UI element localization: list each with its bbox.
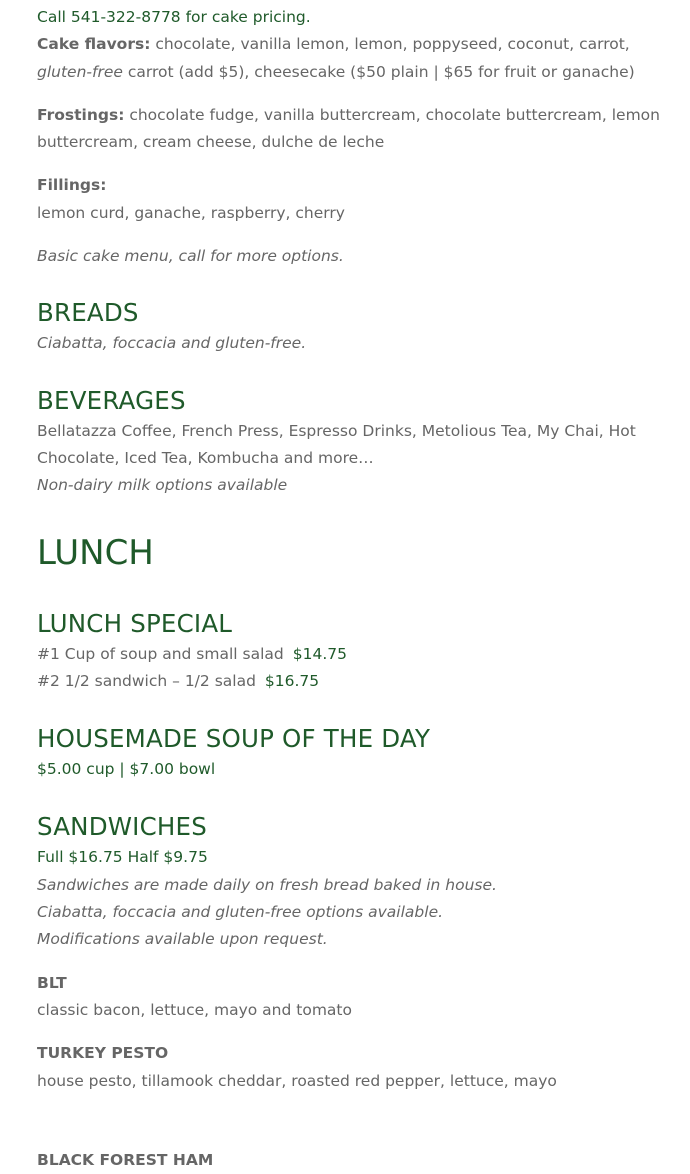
sandwich-item-name: BLACK FOREST HAM <box>37 1151 214 1169</box>
frostings-text: chocolate fudge, vanilla buttercream, chocolate buttercream, lemon buttercream, cream cheese, dulche de leche <box>37 105 660 152</box>
cake-note: Basic cake menu, call for more options. <box>37 247 344 266</box>
lunch-heading: LUNCH <box>37 532 154 573</box>
fillings-text: lemon curd, ganache, raspberry, cherry <box>37 203 345 222</box>
lunch-special-item-price: $16.75 <box>264 671 320 690</box>
menu-content <box>37 4 662 1095</box>
beverages-note: Non-dairy milk options available <box>37 476 288 495</box>
sandwich-item-name: BLT <box>37 973 67 992</box>
cake-call-line: Call 541-322-8778 for cake pricing. <box>37 8 311 26</box>
cake-flavors-text-b: carrot (add $5), cheesecake ($50 plain | $65 for fruit or ganache) <box>122 62 635 81</box>
lunch-special-item-label: #2 1/2 sandwich – 1/2 salad <box>37 671 256 690</box>
cake-flavors-label: Cake flavors: <box>37 35 151 54</box>
sandwiches-note-3: Modifications available upon request. <box>37 930 328 949</box>
breads-note: Ciabatta, foccacia and gluten-free. <box>37 334 307 353</box>
sandwich-item-desc: house pesto, tillamook cheddar, roasted red pepper, lettuce, mayo <box>37 1071 557 1090</box>
beverages-text: Bellatazza Coffee, French Press, Espresso Drinks, Metolious Tea, My Chai, Hot Chocolate, Iced Tea, Kombucha and more… <box>37 421 636 467</box>
beverages-heading: BEVERAGES <box>37 385 186 415</box>
lunch-special-item-label: #1 Cup of soup and small salad <box>37 644 284 663</box>
sandwiches-note-2: Ciabatta, foccacia and gluten-free options available. <box>37 903 444 922</box>
cake-flavors <box>37 31 662 86</box>
fillings-label: Fillings: <box>37 176 107 195</box>
lunch-special-item-2 <box>37 668 662 695</box>
lunch-special-heading: LUNCH SPECIAL <box>37 608 233 638</box>
cake-flavors-gluten-free: gluten-free <box>37 62 123 81</box>
sandwiches-prices: Full $16.75 Half $9.75 <box>37 848 208 867</box>
cake-flavors-text-a: chocolate, vanilla lemon, lemon, poppyseed, coconut, carrot, <box>150 35 630 54</box>
soup-prices: $5.00 cup | $7.00 bowl <box>37 760 216 779</box>
sandwich-item-desc: classic bacon, lettuce, mayo and tomato <box>37 1000 352 1019</box>
breads-heading: BREADS <box>37 298 139 328</box>
sandwich-item-name: TURKEY PESTO <box>37 1044 169 1063</box>
lunch-special-item-price: $14.75 <box>292 644 347 663</box>
frostings-label: Frostings: <box>37 105 125 124</box>
lunch-special-item-1 <box>37 641 662 668</box>
sandwiches-note-1: Sandwiches are made daily on fresh bread baked in house. <box>37 875 497 894</box>
cake-frostings <box>37 102 662 157</box>
sandwiches-heading: SANDWICHES <box>37 812 207 842</box>
soup-heading: HOUSEMADE SOUP OF THE DAY <box>37 724 431 754</box>
